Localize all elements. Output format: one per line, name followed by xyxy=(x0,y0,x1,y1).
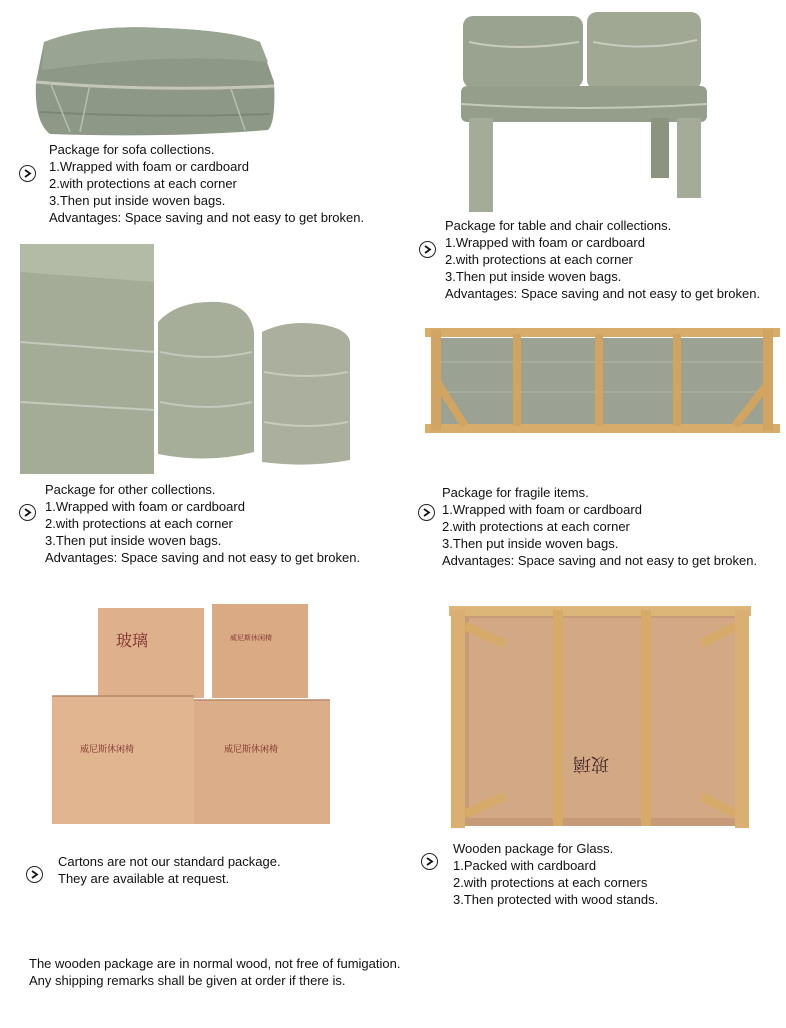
other-text-block xyxy=(45,481,360,566)
table-step-2: 2.with protections at each corner xyxy=(445,252,633,267)
footer-line-1: The wooden package are in normal wood, not free of fumigation. xyxy=(29,956,401,971)
cartons-photo xyxy=(50,604,335,826)
glass-arrow-icon xyxy=(421,853,438,870)
glass-step-1: 1.Packed with cardboard xyxy=(453,858,597,873)
glass-step-2: 2.with protections at each corners xyxy=(453,875,648,890)
woven-bags-photo xyxy=(18,242,358,477)
carton-brand-label-top: 威尼斯休闲椅 xyxy=(230,634,272,642)
glass-step-3: 3.Then protected with wood stands. xyxy=(453,892,659,907)
glass-title: Wooden package for Glass. xyxy=(453,841,614,856)
table-step-3: 3.Then put inside woven bags. xyxy=(445,269,622,284)
sofa-step-1: 1.Wrapped with foam or cardboard xyxy=(49,159,249,174)
fragile-step-3: 3.Then put inside woven bags. xyxy=(442,536,619,551)
table-text-block xyxy=(445,217,760,302)
cartons-line-1: Cartons are not our standard package. xyxy=(58,854,281,869)
footer-line-2: Any shipping remarks shall be given at order if there is. xyxy=(29,973,346,988)
sofa-arrow-icon xyxy=(19,165,36,182)
table-arrow-icon xyxy=(419,241,436,258)
fragile-text-block xyxy=(442,484,757,569)
cartons-arrow-icon xyxy=(26,866,43,883)
sofa-package-photo xyxy=(30,22,280,140)
glass-crate-photo xyxy=(445,604,755,832)
other-step-2: 2.with protections at each corner xyxy=(45,516,233,531)
sofa-text-block xyxy=(49,141,364,226)
carton-brand-label-right: 威尼斯休闲椅 xyxy=(224,745,279,755)
footer-notes xyxy=(29,955,400,989)
carton-brand-label-left: 威尼斯休闲椅 xyxy=(80,745,135,755)
table-title: Package for table and chair collections. xyxy=(445,218,672,233)
carton-glass-label: 玻璃 xyxy=(116,631,149,650)
glass-text-block xyxy=(453,840,658,908)
other-advantages: Advantages: Space saving and not easy to get broken. xyxy=(45,550,361,565)
table-advantages: Advantages: Space saving and not easy to get broken. xyxy=(445,286,761,301)
fragile-title: Package for fragile items. xyxy=(442,485,589,500)
other-title: Package for other collections. xyxy=(45,482,216,497)
sofa-step-3: 3.Then put inside woven bags. xyxy=(49,193,226,208)
sofa-step-2: 2.with protections at each corner xyxy=(49,176,237,191)
fragile-advantages: Advantages: Space saving and not easy to get broken. xyxy=(442,553,758,568)
fragile-arrow-icon xyxy=(418,504,435,521)
cartons-line-2: They are available at request. xyxy=(58,871,230,886)
table-package-photo xyxy=(455,12,710,217)
cartons-text-block xyxy=(58,853,281,887)
other-step-3: 3.Then put inside woven bags. xyxy=(45,533,222,548)
sofa-advantages: Advantages: Space saving and not easy to get broken. xyxy=(49,210,365,225)
fragile-step-2: 2.with protections at each corner xyxy=(442,519,630,534)
other-arrow-icon xyxy=(19,504,36,521)
other-step-1: 1.Wrapped with foam or cardboard xyxy=(45,499,245,514)
sofa-title: Package for sofa collections. xyxy=(49,142,215,157)
table-step-1: 1.Wrapped with foam or cardboard xyxy=(445,235,645,250)
glass-crate-label: 玻璃 xyxy=(573,753,609,774)
fragile-step-1: 1.Wrapped with foam or cardboard xyxy=(442,502,642,517)
fragile-crate-photo xyxy=(425,322,780,440)
